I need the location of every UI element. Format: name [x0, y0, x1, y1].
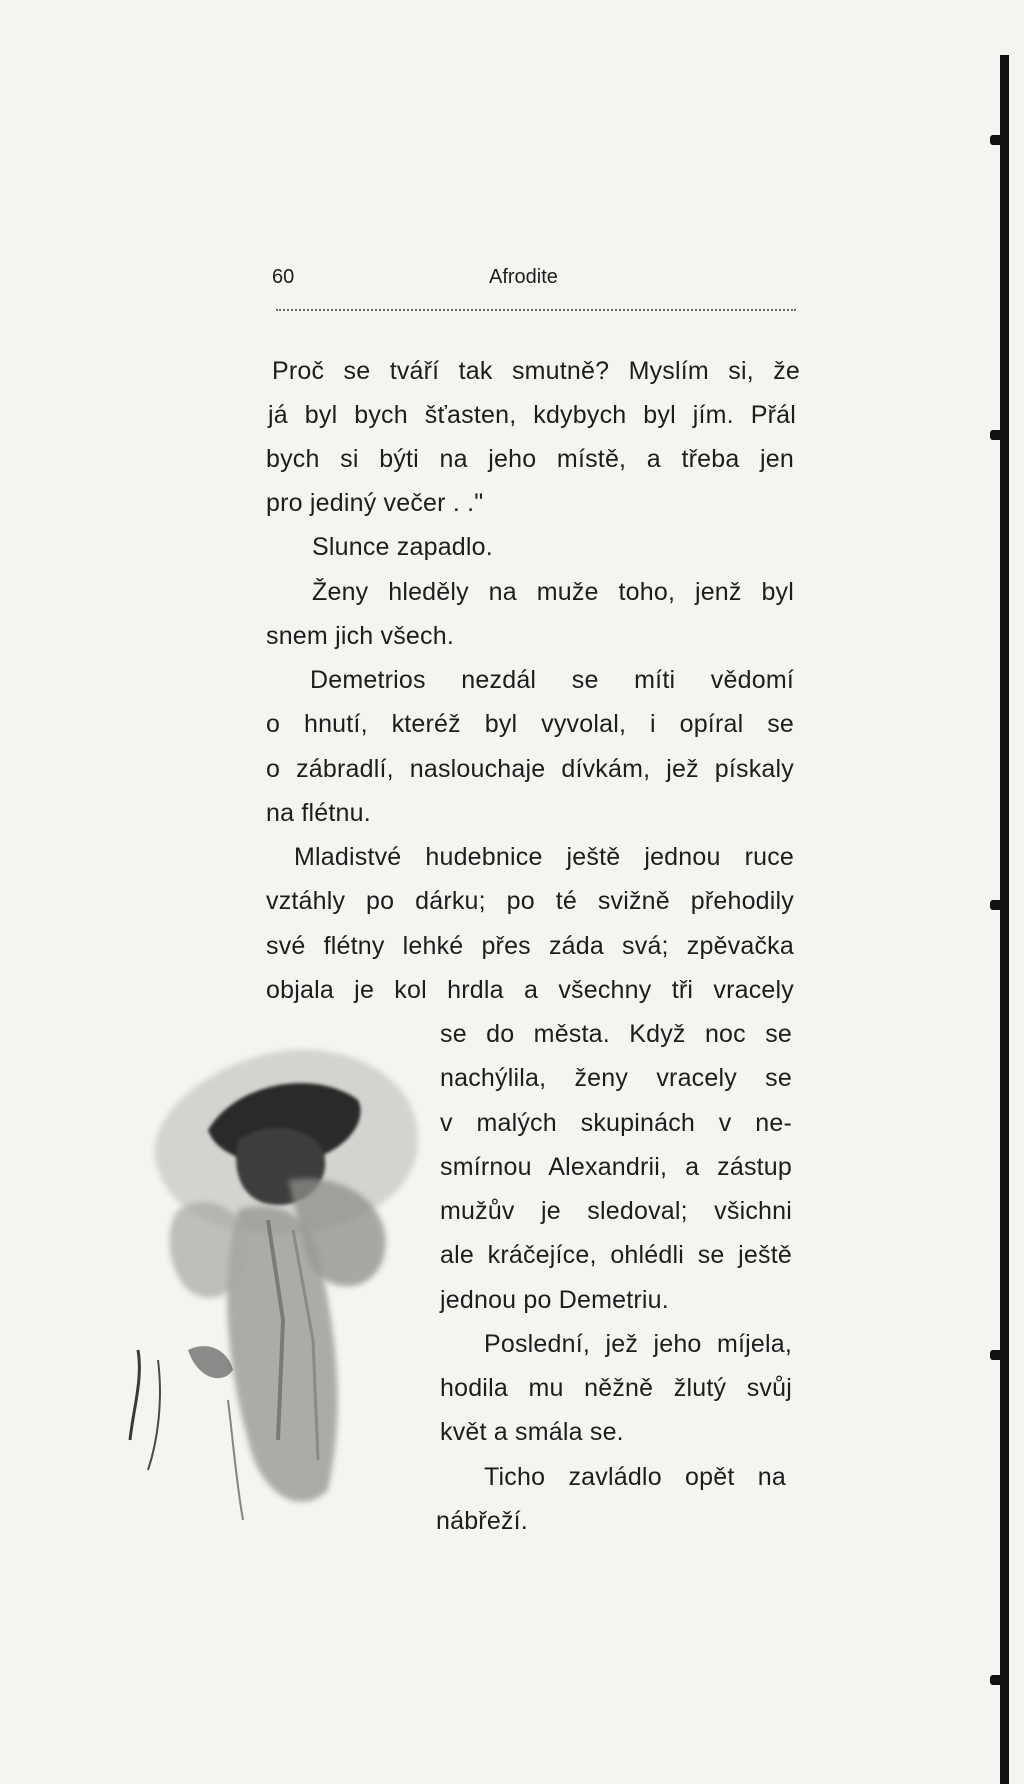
- header-rule: [276, 309, 796, 311]
- text-line: Proč se tváří tak smutně? Myslím si, že: [272, 357, 800, 385]
- text-line: v malých skupinách v ne-: [440, 1109, 792, 1137]
- text-line: snem jich všech.: [266, 622, 454, 650]
- text-line: ale kráčejíce, ohlédli se ještě: [440, 1241, 792, 1269]
- text-line: Demetrios nezdál se míti vědomí: [310, 666, 794, 694]
- text-line: nachýlila, ženy vracely se: [440, 1064, 792, 1092]
- edge-notch: [990, 900, 1008, 910]
- text-line: Ženy hleděly na muže toho, jenž byl: [312, 578, 794, 606]
- text-line: objala je kol hrdla a všechny tři vracely: [266, 976, 794, 1004]
- text-line: jednou po Demetriu.: [440, 1286, 669, 1314]
- text-line: mužův je sledoval; všichni: [440, 1197, 792, 1225]
- text-line: hodila mu něžně žlutý svůj: [440, 1374, 792, 1402]
- text-line: o hnutí, kteréž byl vyvolal, i opíral se: [266, 710, 794, 738]
- woman-in-hat-illustration: [118, 1020, 438, 1540]
- text-line: nábřeží.: [436, 1507, 528, 1535]
- text-line: květ a smála se.: [440, 1418, 624, 1446]
- text-line: vztáhly po dárku; po té svižně přehodily: [266, 887, 794, 915]
- text-line: Slunce zapadlo.: [312, 533, 493, 561]
- page-number: 60: [272, 266, 295, 288]
- edge-notch: [990, 430, 1008, 440]
- text-line: já byl bych šťasten, kdybych byl jím. Přál: [268, 401, 796, 429]
- text-line: Ticho zavládlo opět na: [484, 1463, 786, 1491]
- text-line: na flétnu.: [266, 799, 371, 827]
- text-line: Poslední, jež jeho míjela,: [484, 1330, 792, 1358]
- text-line: smírnou Alexandrii, a zástup: [440, 1153, 792, 1181]
- text-line: o zábradlí, naslouchaje dívkám, jež pískaly: [266, 755, 794, 783]
- text-line: se do města. Když noc se: [440, 1020, 792, 1048]
- edge-notch: [990, 1350, 1008, 1360]
- edge-notch: [990, 135, 1008, 145]
- page-edge-shadow: [1000, 55, 1009, 1784]
- text-line: pro jediný večer . .": [266, 489, 484, 517]
- text-line: bych si býti na jeho místě, a třeba jen: [266, 445, 794, 473]
- running-head: [272, 266, 796, 296]
- text-line: své flétny lehké přes záda svá; zpěvačka: [266, 932, 794, 960]
- text-line: Mladistvé hudebnice ještě jednou ruce: [294, 843, 794, 871]
- edge-notch: [990, 1675, 1008, 1685]
- running-title: Afrodite: [489, 266, 558, 288]
